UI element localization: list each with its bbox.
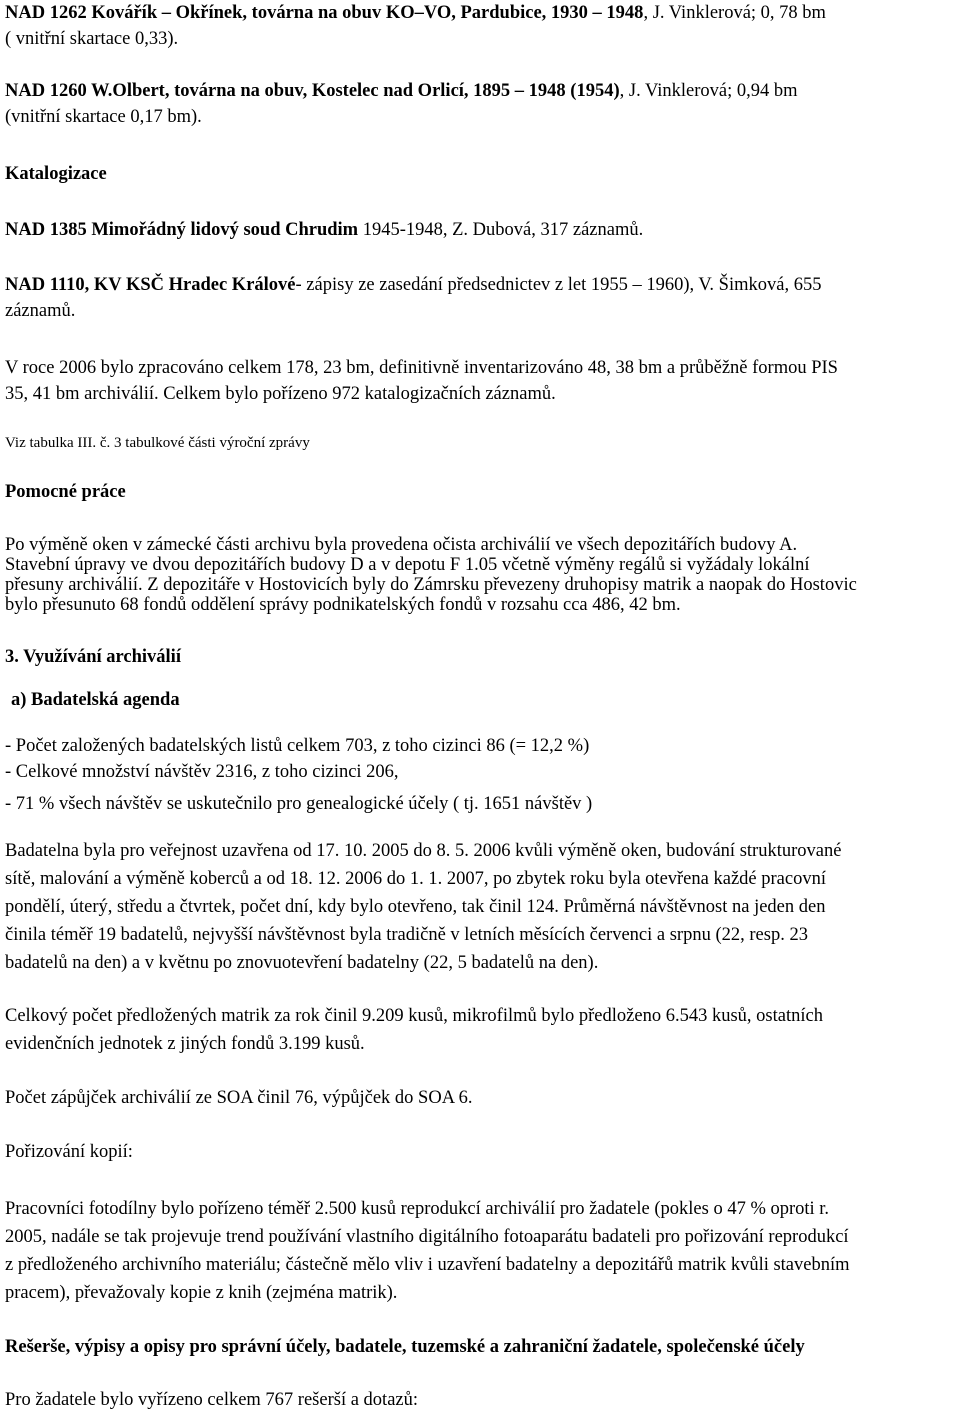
nad-1385-rest: 1945-1948, Z. Dubová, 317 záznamů. <box>358 220 644 240</box>
matriky-paragraph <box>5 1002 955 1058</box>
badatelna-line2: sítě, malování a výměně koberců a od 18. 12. 2006 do 1. 1. 2007, po zbytek roku byla otevřena každé pracovní <box>5 869 826 889</box>
kopie-line1: Pracovníci fotodílny bylo pořízeno téměř 2.500 kusů reprodukcí archiválií pro žadatele (pokles o 47 % oproti r. <box>5 1199 830 1219</box>
nad-1262-line2: ( vnitřní skartace 0,33). <box>5 29 179 49</box>
reserse-heading: Rešerše, výpisy a opisy pro správní účely, badatele, tuzemské a zahraniční žadatele, společenské účely <box>5 1337 805 1357</box>
badatelna-paragraph <box>5 837 955 977</box>
summary-2006-line2: 35, 41 bm archiválií. Celkem bylo pořízeno 972 katalogizačních záznamů. <box>5 384 556 404</box>
badatelna-line5: badatelů na den) a v květnu po znovuotevření badatelny (22, 5 badatelů na den). <box>5 953 599 973</box>
pomocne-paragraph <box>5 535 955 615</box>
badatelska-section <box>5 687 955 713</box>
pomocne-section <box>5 479 955 505</box>
kopie-line2: 2005, nadále se tak projevuje trend používání vlastního digitálního fotoaparátu badateli pro pořizování reprodukcí <box>5 1227 849 1247</box>
list-item: - 71 % všech návštěv se uskutečnilo pro genealogické účely ( tj. 1651 návštěv ) <box>5 794 593 814</box>
section-3-heading: 3. Využívání archiválií <box>5 647 181 667</box>
kopie-line4: pracem), převažovaly kopie z knih (zejména matrik). <box>5 1283 398 1303</box>
kopie-paragraph <box>5 1195 955 1307</box>
list-item: - Počet založených badatelských listů celkem 703, z toho cizinci 86 (= 12,2 %) <box>5 736 590 756</box>
kopie-line3: z předloženého archivního materiálu; částečně mělo vliv i uzavření badatelny a depozitářů matrik kvůli stavebním <box>5 1255 850 1275</box>
viz-note: Viz tabulka III. č. 3 tabulkové části výroční zprávy <box>5 435 310 451</box>
pomocne-line1: Po výměně oken v zámecké části archivu byla provedena očista archiválií ve všech depozitářích budovy A. <box>5 535 798 555</box>
section-3 <box>5 644 955 670</box>
pomocne-heading: Pomocné práce <box>5 482 126 502</box>
nad-1260-entry <box>5 78 955 130</box>
reserse-section <box>5 1334 955 1360</box>
zapujcky-section <box>5 1085 955 1111</box>
viz-note-section <box>5 430 955 456</box>
nad-1262-rest: , J. Vinklerová; 0, 78 bm <box>643 3 826 23</box>
reserse-paragraph <box>5 1387 955 1413</box>
pomocne-line4: bylo přesunuto 68 fondů oddělení správy podnikatelských fondů v rozsahu cca 486, 42 bm. <box>5 595 681 615</box>
nad-1110-title: NAD 1110, KV KSČ Hradec Králové <box>5 275 296 295</box>
nad-1110-rest: - zápisy ze zasedání předsednictev z let 1955 – 1960), V. Šimková, 655 <box>295 275 822 295</box>
nad-1110-line2: záznamů. <box>5 301 76 321</box>
list-item: - Celkové množství návštěv 2316, z toho cizinci 206, <box>5 762 399 782</box>
pomocne-line3: přesuny archiválií. Z depozitáře v Hostovicích byly do Zámrsku převezeny druhopisy matrik a naopak do Hostovic <box>5 575 857 595</box>
summary-2006-paragraph <box>5 355 955 407</box>
nad-1385-entry <box>5 217 955 243</box>
matriky-line1: Celkový počet předložených matrik za rok činil 9.209 kusů, mikrofilmů bylo předloženo 6.543 kusů, ostatních <box>5 1006 823 1026</box>
nad-1260-line2: (vnitřní skartace 0,17 bm). <box>5 107 202 127</box>
badatelska-heading: a) Badatelská agenda <box>11 690 180 710</box>
kopie-heading: Pořizování kopií: <box>5 1142 133 1162</box>
katalogizace-heading: Katalogizace <box>5 164 107 184</box>
nad-1260-rest: , J. Vinklerová; 0,94 bm <box>619 81 798 101</box>
badatelna-line3: pondělí, úterý, středu a čtvrtek, počet dní, kdy bylo otevřeno, tak činil 124. Průměrná návštěvnost na jeden den <box>5 897 826 917</box>
nad-1385-title: NAD 1385 Mimořádný lidový soud Chrudim <box>5 220 359 240</box>
stats-list <box>5 733 955 817</box>
nad-1262-title: NAD 1262 Kovářík – Okřínek, továrna na obuv KO–VO, Pardubice, 1930 – 1948 <box>5 3 644 23</box>
pomocne-line2: Stavební úpravy ve dvou depozitářích budovy D a v depotu F 1.05 včetně výměny regálů si vyžádaly lokální <box>5 555 810 575</box>
kopie-section <box>5 1139 955 1165</box>
summary-2006-line1: V roce 2006 bylo zpracováno celkem 178, 23 bm, definitivně inventarizováno 48, 38 bm a průběžně formou PIS <box>5 358 838 378</box>
badatelna-line1: Badatelna byla pro veřejnost uzavřena od 17. 10. 2005 do 8. 5. 2006 kvůli výměně oken, budování strukturované <box>5 841 842 861</box>
nad-1110-entry <box>5 272 955 324</box>
nad-1262-entry <box>5 0 955 52</box>
badatelna-line4: činila téměř 19 badatelů, nejvyšší návštěvnost byla tradičně v letních měsících červenci a srpnu (22, resp. 23 <box>5 925 808 945</box>
zapujcky-text: Počet zápůjček archiválií ze SOA činil 76, výpůjček do SOA 6. <box>5 1088 473 1108</box>
katalogizace-section <box>5 161 955 187</box>
nad-1260-title: NAD 1260 W.Olbert, továrna na obuv, Kostelec nad Orlicí, 1895 – 1948 (1954) <box>5 81 620 101</box>
matriky-line2: evidenčních jednotek z jiných fondů 3.199 kusů. <box>5 1034 365 1054</box>
reserse-text: Pro žadatele bylo vyřízeno celkem 767 rešerší a dotazů: <box>5 1390 419 1410</box>
